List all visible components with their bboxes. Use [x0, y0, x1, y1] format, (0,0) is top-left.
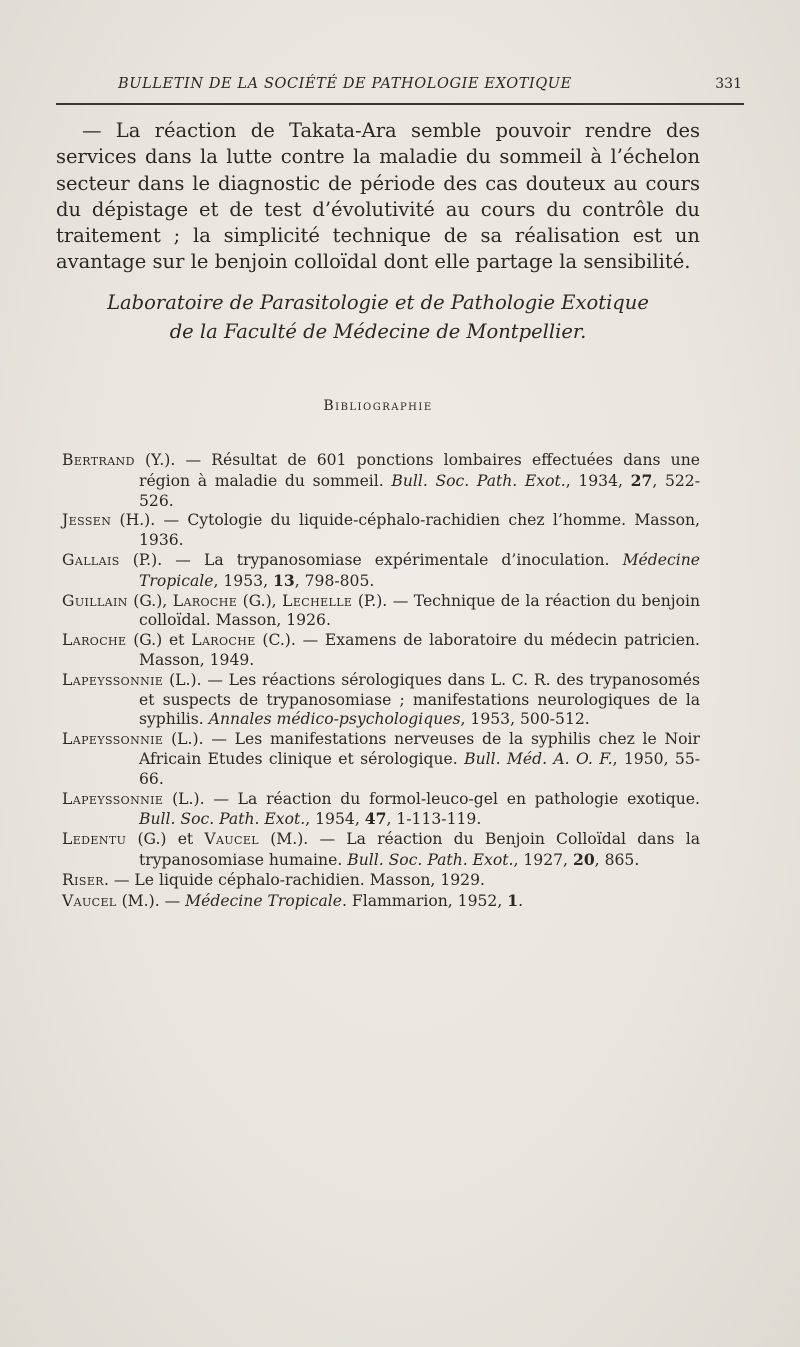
- reference-author: Laroche: [172, 591, 238, 610]
- reference-author: Vaucel: [204, 830, 260, 849]
- reference-journal: Bull. Soc. Path. Exot.: [347, 850, 514, 869]
- reference-text: — Technique de la réaction du benjoin colloïdal. Masson, 1926.: [139, 591, 700, 630]
- reference-volume: 20: [572, 849, 595, 869]
- reference-author: Riser: [62, 870, 104, 889]
- reference-author: Lechelle: [282, 591, 353, 610]
- reference-author: Laroche: [62, 631, 127, 650]
- reference-text: — Le liquide céphalo-rachidien. Masson, 1929.: [113, 870, 485, 889]
- reference-item: Lapeyssonnie (L.). — Les manifestations nerveuses de la syphilis chez le Noir Africain Etudes clinique et sérologique. Bull. Méd. A. O. F., 1950, 55-66.: [62, 730, 701, 788]
- reference-item: Bertrand (Y.). — Résultat de 601 ponctions lombaires effectuées dans une région à maladie du sommeil. Bull. Soc. Path. Exot., 1934, 27, 522-526.: [62, 451, 700, 510]
- reference-author: Ledentu: [62, 830, 127, 849]
- reference-text: — Résultat de 601 ponctions lombaires effectuées dans une région à maladie du sommeil.: [139, 451, 700, 490]
- reference-author: Bertrand: [62, 451, 135, 469]
- reference-item: Lapeyssonnie (L.). — Les réactions sérologiques dans L. C. R. des trypanosomés et suspects de trypanosomiase ; manifestations neurologiques de la syphilis. Annales médico-psychologiques, 1953, 500-512.: [62, 670, 700, 729]
- running-header: [56, 76, 746, 102]
- reference-item: Lapeyssonnie (L.). — La réaction du formol-leuco-gel en pathologie exotique. Bull. Soc. Path. Exot., 1954, 47, 1-113-119.: [62, 789, 700, 829]
- reference-author: Vaucel: [62, 891, 117, 910]
- reference-text: — La réaction du Benjoin Colloïdal dans la trypanosomiase humaine.: [139, 830, 700, 869]
- reference-journal: Bull. Méd. A. O. F.: [464, 749, 613, 768]
- reference-list: [62, 451, 700, 911]
- reference-item: Laroche (G.) et Laroche (C.). — Examens de laboratoire du médecin patricien. Masson, 1949.: [62, 631, 701, 669]
- reference-text: — Les réactions sérologiques dans L. C. R. des trypanosomés et suspects de trypanosomiase ; manifestations neurologiques de la syphilis.: [139, 670, 700, 729]
- reference-item: Gallais (P.). — La trypanosomiase expérimentale d’inoculation. Médecine Tropicale, 1953, 13, 798-805.: [62, 550, 700, 590]
- reference-text: — Cytologie du liquide-céphalo-rachidien chez l’homme. Masson, 1936.: [139, 511, 700, 550]
- page-number: 331: [715, 76, 742, 92]
- reference-volume: 27: [630, 470, 653, 490]
- journal-running-title: BULLETIN DE LA SOCIÉTÉ DE PATHOLOGIE EXOTIQUE: [118, 76, 572, 92]
- reference-item: Vaucel (M.). — Médecine Tropicale. Flammarion, 1952, 1.: [62, 890, 524, 910]
- reference-text: — Examens de laboratoire du médecin patricien. Masson, 1949.: [139, 631, 701, 669]
- reference-volume: 47: [364, 809, 387, 829]
- reference-item: Ledentu (G.) et Vaucel (M.). — La réaction du Benjoin Colloïdal dans la trypanosomiase humaine. Bull. Soc. Path. Exot., 1927, 20, 865.: [62, 830, 700, 869]
- reference-journal: Annales médico-psychologiques: [208, 710, 461, 729]
- reference-journal: Bull. Soc. Path. Exot.: [139, 810, 306, 829]
- reference-journal: Bull. Soc. Path. Exot.: [391, 471, 566, 490]
- reference-text: — Les manifestations nerveuses de la syphilis chez le Noir Africain Etudes clinique et sérologique.: [139, 730, 701, 768]
- reference-text: — La réaction du formol-leuco-gel en pathologie exotique.: [213, 789, 700, 808]
- affiliation-line-2: de la Faculté de Médecine de Montpellier.: [169, 320, 587, 343]
- affiliation: [56, 288, 700, 346]
- reference-author: Guillain: [62, 591, 128, 610]
- reference-author: Lapeyssonnie: [62, 789, 164, 808]
- reference-journal: Médecine Tropicale: [139, 550, 700, 590]
- reference-author: Gallais: [62, 550, 120, 569]
- bibliography-heading: Bibliographie: [323, 398, 433, 414]
- reference-author: Lapeyssonnie: [62, 670, 164, 689]
- reference-journal: Médecine Tropicale: [185, 891, 342, 910]
- reference-volume: 13: [272, 570, 295, 590]
- reference-item: Riser. — Le liquide céphalo-rachidien. Masson, 1929.: [62, 870, 485, 889]
- reference-author: Laroche: [191, 631, 256, 650]
- reference-text: — La trypanosomiase expérimentale d’inoculation.: [175, 550, 623, 569]
- header-rule: [56, 103, 744, 105]
- affiliation-line-1: Laboratoire de Parasitologie et de Pathologie Exotique: [107, 291, 649, 314]
- reference-item: Jessen (H.). — Cytologie du liquide-céphalo-rachidien chez l’homme. Masson, 1936.: [62, 511, 700, 550]
- conclusion-paragraph: — La réaction de Takata-Ara semble pouvoir rendre des services dans la lutte contre la maladie du sommeil à l’échelon secteur dans le diagnostic de période des cas douteux au cours du dépistage et de test d’évolutivité au cours du contrôle du traitement ; la simplicité technique de sa réalisation est un avantage sur le benjoin colloïdal dont elle partage la sensibilité.: [56, 119, 700, 274]
- reference-volume: 1: [507, 890, 519, 910]
- reference-author: Lapeyssonnie: [62, 730, 164, 749]
- reference-item: Guillain (G.), Laroche (G.), Lechelle (P.). — Technique de la réaction du benjoin colloïdal. Masson, 1926.: [62, 591, 700, 630]
- reference-author: Jessen: [62, 511, 112, 530]
